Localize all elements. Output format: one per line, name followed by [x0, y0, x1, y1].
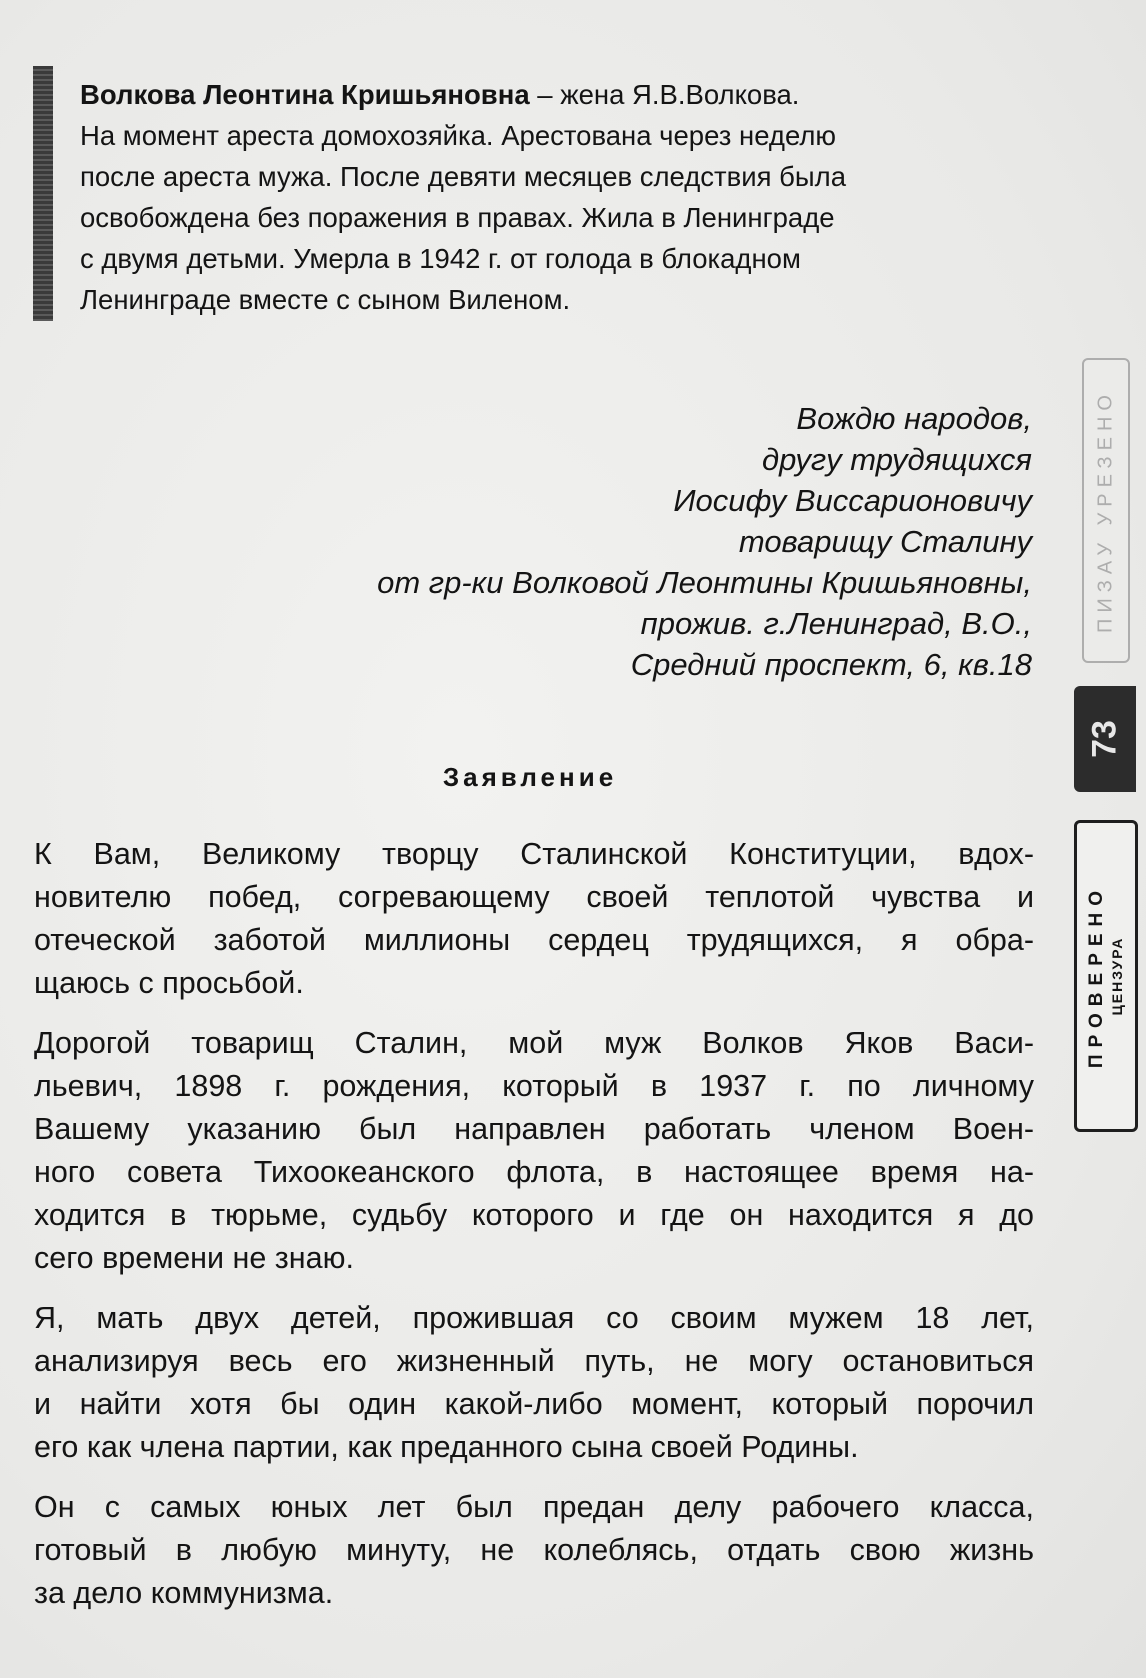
letter-line: Он с самых юных лет был предан делу рабочего класса, [34, 1490, 1034, 1524]
bio-block [80, 74, 1000, 320]
faded-index-tab-label: ПИЗАУ УРЕЗЕНО [1094, 388, 1117, 633]
letter-line: отеческой заботой миллионы сердец трудящихся, я обра- [34, 923, 1034, 957]
address-line: прожив. г.Ленинград, В.О., [640, 606, 1032, 641]
letter-line: щаюсь с просьбой. [34, 966, 304, 1000]
bio-line-5: с двумя детьми. Умерла в 1942 г. от голода в блокадном [80, 243, 801, 274]
letter-line: сего времени не знаю. [34, 1241, 354, 1275]
bio-line-1-rest: – жена Я.В.Волкова. [529, 79, 800, 110]
bio-line-6: Ленинграде вместе с сыном Виленом. [80, 284, 571, 315]
address-line: товарищу Сталину [738, 524, 1032, 559]
bio-marker-bar [33, 66, 53, 321]
letter-line: анализируя весь его жизненный путь, не могу остановиться [34, 1344, 1034, 1378]
bio-line-1 [80, 74, 1000, 115]
letter-line: ного совета Тихоокеанского флота, в настоящее время на- [34, 1155, 1034, 1189]
letter-title: Заявление [442, 762, 618, 792]
bio-line-2: На момент ареста домохозяйка. Арестована через неделю [80, 120, 837, 151]
bio-line-4: освобождена без поражения в правах. Жила в Ленинграде [80, 202, 835, 233]
bio-name: Волкова Леонтина Кришьяновна [80, 79, 530, 110]
letter-body [34, 833, 1034, 1615]
letter-line: готовый в любую минуту, не колеблясь, отдать свою жизнь [34, 1533, 1034, 1567]
letter-line: Я, мать двух детей, прожившая со своим мужем 18 лет, [34, 1301, 1034, 1335]
page-number: 73 [1085, 720, 1124, 758]
stamp-sub-text: ЦЕНЗУРА [1109, 936, 1125, 1016]
letter-line: и найти хотя бы один какой-либо момент, который порочил [34, 1387, 1034, 1421]
letter-line: Дорогой товарищ Сталин, мой муж Волков Яков Васи- [34, 1026, 1034, 1060]
address-line: от гр-ки Волковой Леонтины Кришьяновны, [377, 565, 1032, 600]
page-number-tab [1074, 686, 1136, 792]
address-line: Вождю народов, [796, 401, 1032, 436]
letter-line: его как члена партии, как преданного сына своей Родины. [34, 1430, 859, 1464]
letter-address [250, 398, 1032, 685]
letter-line: К Вам, Великому творцу Сталинской Конституции, вдох- [34, 837, 1034, 871]
faded-index-tab [1082, 358, 1130, 663]
letter-line: Вашему указанию был направлен работать членом Воен- [34, 1112, 1034, 1146]
stamp-main-text: ПРОВЕРЕНО [1086, 883, 1107, 1069]
letter-line: за дело коммунизма. [34, 1576, 334, 1610]
censor-stamp [1074, 820, 1138, 1132]
bio-line-3: после ареста мужа. После девяти месяцев следствия была [80, 161, 846, 192]
letter-line: ходится в тюрьме, судьбу которого и где он находится я до [34, 1198, 1034, 1232]
address-line: Средний проспект, 6, кв.18 [630, 647, 1032, 682]
letter-line: новителю побед, согревающему своей теплотой чувства и [34, 880, 1034, 914]
address-line: другу трудящихся [762, 442, 1032, 477]
address-line: Иосифу Виссарионовичу [673, 483, 1032, 518]
letter-line: льевич, 1898 г. рождения, который в 1937 г. по личному [34, 1069, 1034, 1103]
